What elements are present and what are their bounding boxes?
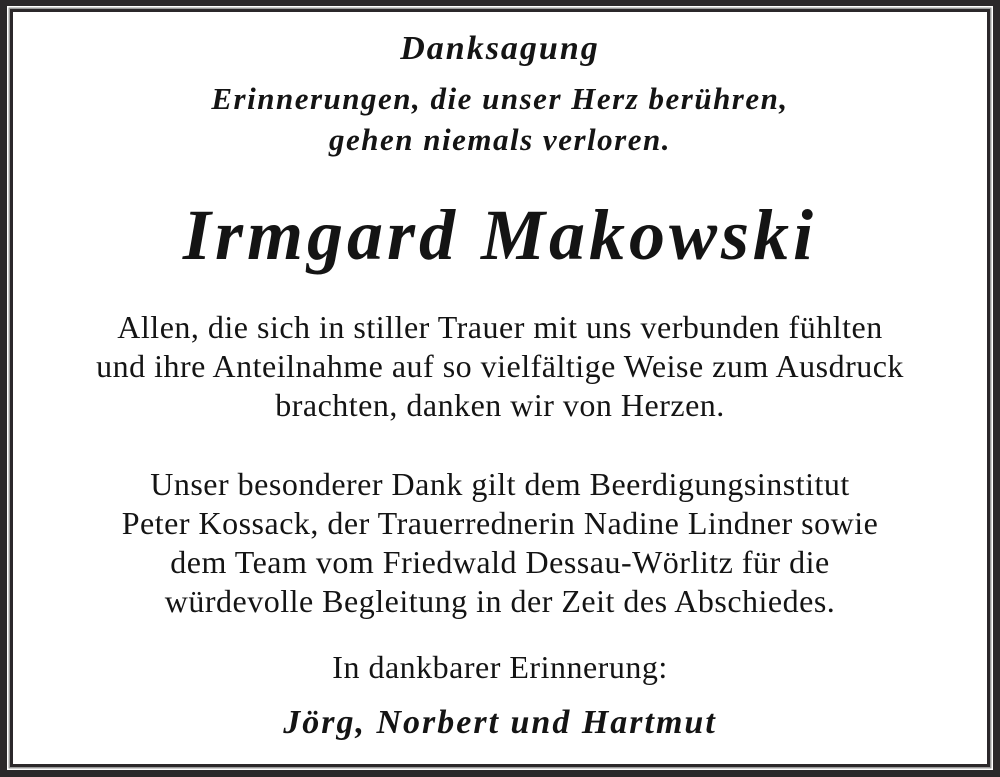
motto-line-2: gehen niemals verloren.: [329, 122, 671, 157]
inner-frame: [10, 9, 990, 767]
thanks-paragraph-line-2: und ihre Anteilnahme auf so vielfältige Weise zum Ausdruck: [96, 348, 904, 384]
closing-line: In dankbarer Erinnerung:: [332, 649, 668, 685]
thanks-paragraph-line-3: brachten, danken wir von Herzen.: [275, 387, 725, 423]
special-thanks-line-1: Unser besonderer Dank gilt dem Beerdigungsinstitut: [150, 466, 850, 502]
notice-title: Danksagung: [400, 30, 600, 67]
motto: [13, 78, 987, 160]
special-thanks-paragraph: [13, 465, 987, 621]
deceased-name: Irmgard Makowski: [182, 195, 818, 275]
special-thanks-line-2: Peter Kossack, der Trauerrednerin Nadine Lindner sowie: [121, 505, 879, 541]
special-thanks-line-3: dem Team vom Friedwald Dessau-Wörlitz für die: [170, 544, 830, 580]
thanks-paragraph-line-1: Allen, die sich in stiller Trauer mit uns verbunden fühlten: [117, 309, 883, 345]
motto-line-1: Erinnerungen, die unser Herz berühren,: [211, 81, 789, 116]
special-thanks-line-4: würdevolle Begleitung in der Zeit des Abschiedes.: [164, 583, 836, 619]
thanks-paragraph: [13, 308, 987, 425]
mourners-names: Jörg, Norbert und Hartmut: [283, 704, 717, 741]
